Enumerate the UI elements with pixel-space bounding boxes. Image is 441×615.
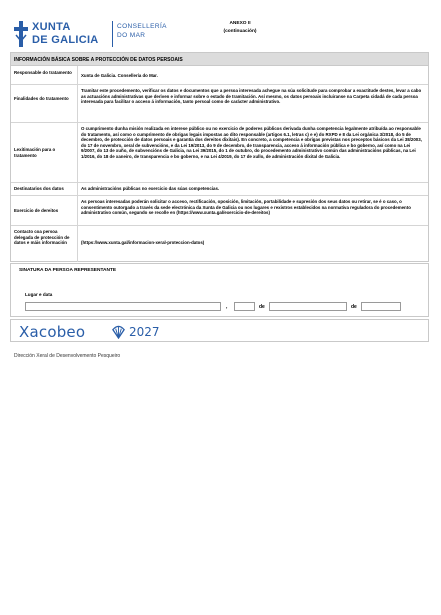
row-value-lexitimacion: O cumprimento dunha misión realizada en interese público ou no exercicio de poderes públicos derivada dunha competencia legalmente atribuída ao responsable do tratamento, así como o cumprimento de obrigas legais impostas ao dito responsable (artigos 6.1, letras c) e e) do RXPD e 8 da Lei orgánica 3/2018, do 5 de decembro, de protección de datos persoais e garantía dos dereitos dixitais). En concreto, a competencia e obrigas previstas nos preceptos básicos da Lei 38/2003, do 17 de novembro, xeral de subvencións, e da Lei 19/2013, do 9 de decembro, de transparencia, acceso á información pública e bo goberno, así como na Lei 9/2007, do 13 de xuño, de subvencións de Galicia, na Lei 39/2015, do 1 de outubro, do procedemento administrativo común das administracións públicas, na Lei 1/2016, do 18 de xaneiro, de transparencia e bo goberno, e na Lei 4/2019, do 17 de xullo, de administración dixital de Galicia. <box>81 126 422 159</box>
department-line2: DO MAR <box>117 32 146 39</box>
logo-galicia-text: DE GALICIA <box>32 34 99 46</box>
row-divider <box>11 122 428 123</box>
xacobeo-year: 2027 <box>129 325 160 339</box>
table-header <box>11 53 428 66</box>
xacobeo-shell-icon <box>111 324 126 339</box>
row-label-contacto: Contacto coa persoa delegada de protección de datos e máis información <box>14 229 70 245</box>
annex-title: ANEXO II <box>229 21 251 26</box>
logo-xunta-text: XUNTA <box>32 21 71 33</box>
row-label-finalidades: Finalidades do tratamento <box>14 96 69 101</box>
place-input[interactable] <box>25 302 221 311</box>
data-protection-table <box>10 52 429 262</box>
xunta-emblem-icon <box>14 21 28 47</box>
row-value-responsable: Xunta de Galicia. Consellería do Mar. <box>81 73 158 78</box>
row-value-finalidades: Tramitar este procedemento, verificar os datos e documentos que a persoa interesada achegue na súa solicitude para comprobar a exactitude destes, levar a cabo as actuacións administrativas que deriven e informar sobre o estado de tramitación. Así mesmo, os datos persoais incluiranse na Carpeta cidadá de cada persoa interesada para facilitar o acceso á información, tanto persoal como de carácter administrativo. <box>81 88 422 104</box>
month-input[interactable] <box>269 302 347 311</box>
place-date-label: Lugar e data <box>25 292 53 297</box>
row-value-dereitos: As persoas interesadas poderán solicitar o acceso, rectificación, oposición, limitación, portabilidade e supresión dos seus datos ou retirar, se é o caso, o consentimento outorgado a través da sede electrónica da Xunta de Galicia ou nos lugares e rexistros establecidos na normativa reguladora do procedemento administrativo común, segundo se recolle en (https://www.xunta.gal/exercicio-de-dereitos) <box>81 199 411 215</box>
comma-separator: , <box>226 304 228 310</box>
row-label-responsable: Responsable do tratamento <box>14 70 72 75</box>
de-separator-2: de <box>351 304 357 310</box>
row-label-lexitimacion: Lexitimación para o tratamento <box>14 147 56 158</box>
row-divider <box>11 225 428 226</box>
de-separator-1: de <box>259 304 265 310</box>
xacobeo-name: Xacobeo <box>19 323 86 341</box>
xunta-logo <box>14 20 167 50</box>
signature-section <box>10 263 429 317</box>
row-label-dereitos: Exercicio de dereitos <box>14 208 59 213</box>
logo-divider <box>112 21 113 47</box>
year-input[interactable] <box>361 302 401 311</box>
footer-department: Dirección Xeral de Desenvolvemento Pesqueiro <box>14 353 121 359</box>
column-divider <box>77 66 78 262</box>
row-divider <box>11 84 428 85</box>
row-divider <box>11 195 428 196</box>
department-line1: CONSELLERÍA <box>117 23 167 30</box>
row-value-destinatarios: As administracións públicas no exercicio das súas competencias. <box>81 186 220 191</box>
row-label-destinatarios: Destinatarios dos datos <box>14 186 64 191</box>
annex-subtitle: (continuación) <box>223 29 257 34</box>
row-value-contacto: (https://www.xunta.gal/informacion-xeral-proteccion-datos) <box>81 240 205 245</box>
signature-title: SINATURA DA PERSOA REPRESENTANTE <box>19 268 117 273</box>
table-title: INFORMACIÓN BÁSICA SOBRE A PROTECCIÓN DE DATOS PERSOAIS <box>14 57 183 63</box>
day-input[interactable] <box>234 302 255 311</box>
xacobeo-banner <box>10 319 429 342</box>
row-divider <box>11 182 428 183</box>
